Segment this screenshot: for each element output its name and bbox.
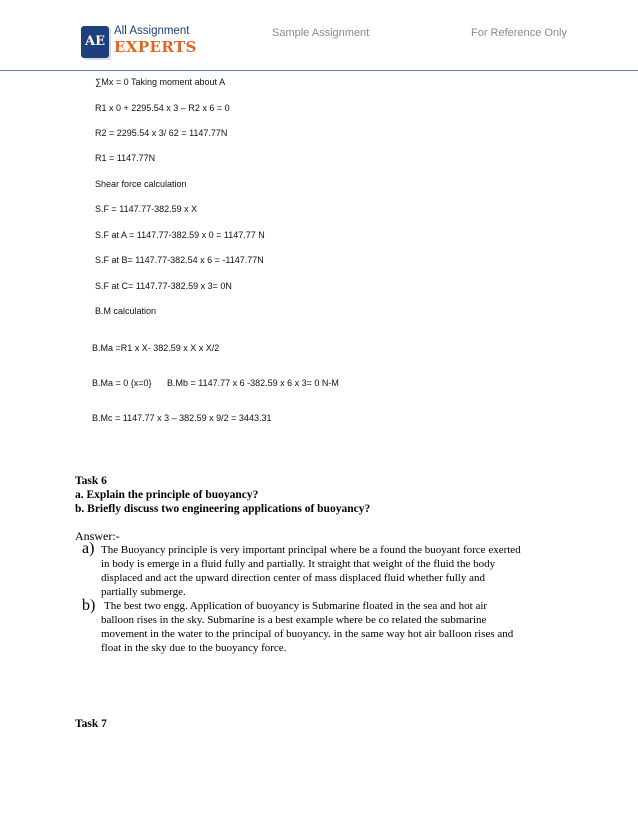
calc-line: S.F = 1147.77-382.59 x X	[95, 204, 198, 214]
logo-badge: AE	[81, 26, 109, 58]
answer-b-line: movement in the water to the principal of buoyancy. in the same way hot air balloon rises and	[101, 628, 514, 640]
calc-line: S.F at C= 1147.77-382.59 x 3= 0N	[95, 281, 232, 291]
calc-line: S.F at B= 1147.77-382.54 x 6 = -1147.77N	[95, 255, 264, 265]
calc-line: R2 = 2295.54 x 3/ 62 = 1147.77N	[95, 128, 228, 138]
answer-a-line: partially submerge.	[101, 586, 186, 598]
calc-line: ∑Mx = 0 Taking moment about A	[95, 77, 226, 87]
answer-label: Answer:-	[75, 529, 120, 543]
calc-line: S.F at A = 1147.77-382.59 x 0 = 1147.77 N	[95, 230, 265, 240]
answer-b-line: float in the sky due to the buoyancy force.	[101, 642, 287, 654]
calc-line: B.Ma = 0 {x=0}	[92, 378, 152, 388]
calc-line: Shear force calculation	[95, 179, 187, 189]
task6-question-a: a. Explain the principle of buoyancy?	[75, 489, 259, 501]
answer-a-marker: a)	[82, 540, 95, 557]
answer-a-line: displaced and act the upward direction center of mass displaced fluid whether fully and	[101, 572, 485, 584]
calc-line: B.Ma =R1 x X- 382.59 x X x X/2	[92, 343, 220, 353]
page-header	[0, 0, 638, 72]
logo-text-bottom: EXPERTS	[114, 38, 197, 56]
calc-line: R1 x 0 + 2295.54 x 3 – R2 x 6 = 0	[95, 103, 230, 113]
header-reference-label: For Reference Only	[471, 27, 567, 39]
answer-b-marker: b)	[82, 597, 96, 614]
answer-a-line: The Buoyancy principle is very important principal where be a found the buoyant force exerted	[101, 544, 521, 556]
calc-line: B.Mb = 1147.77 x 6 -382.59 x 6 x 3= 0 N-M	[167, 378, 339, 388]
header-divider	[0, 70, 638, 71]
header-sample-label: Sample Assignment	[272, 27, 370, 39]
task6-question-b: b. Briefly discuss two engineering applications of buoyancy?	[75, 503, 371, 515]
calc-line: B.Mc = 1147.77 x 3 – 382.59 x 9/2 = 3443.31	[92, 413, 272, 423]
answer-a-line: in body is emerge in a fluid fully and partially. It straight that weight of the fluid the body	[101, 558, 496, 570]
answer-b-line: The best two engg. Application of buoyancy is Submarine floated in the sea and hot air	[104, 600, 488, 612]
task6-title: Task 6	[75, 475, 107, 487]
calc-line: R1 = 1147.77N	[95, 153, 156, 163]
calc-line: B.M calculation	[95, 306, 157, 316]
answer-b-line: balloon rises in the sky. Submarine is a best example where be co related the submarine	[101, 614, 487, 626]
task7-title: Task 7	[75, 718, 107, 730]
logo-text-top: All Assignment	[114, 25, 190, 37]
company-logo	[81, 24, 197, 62]
